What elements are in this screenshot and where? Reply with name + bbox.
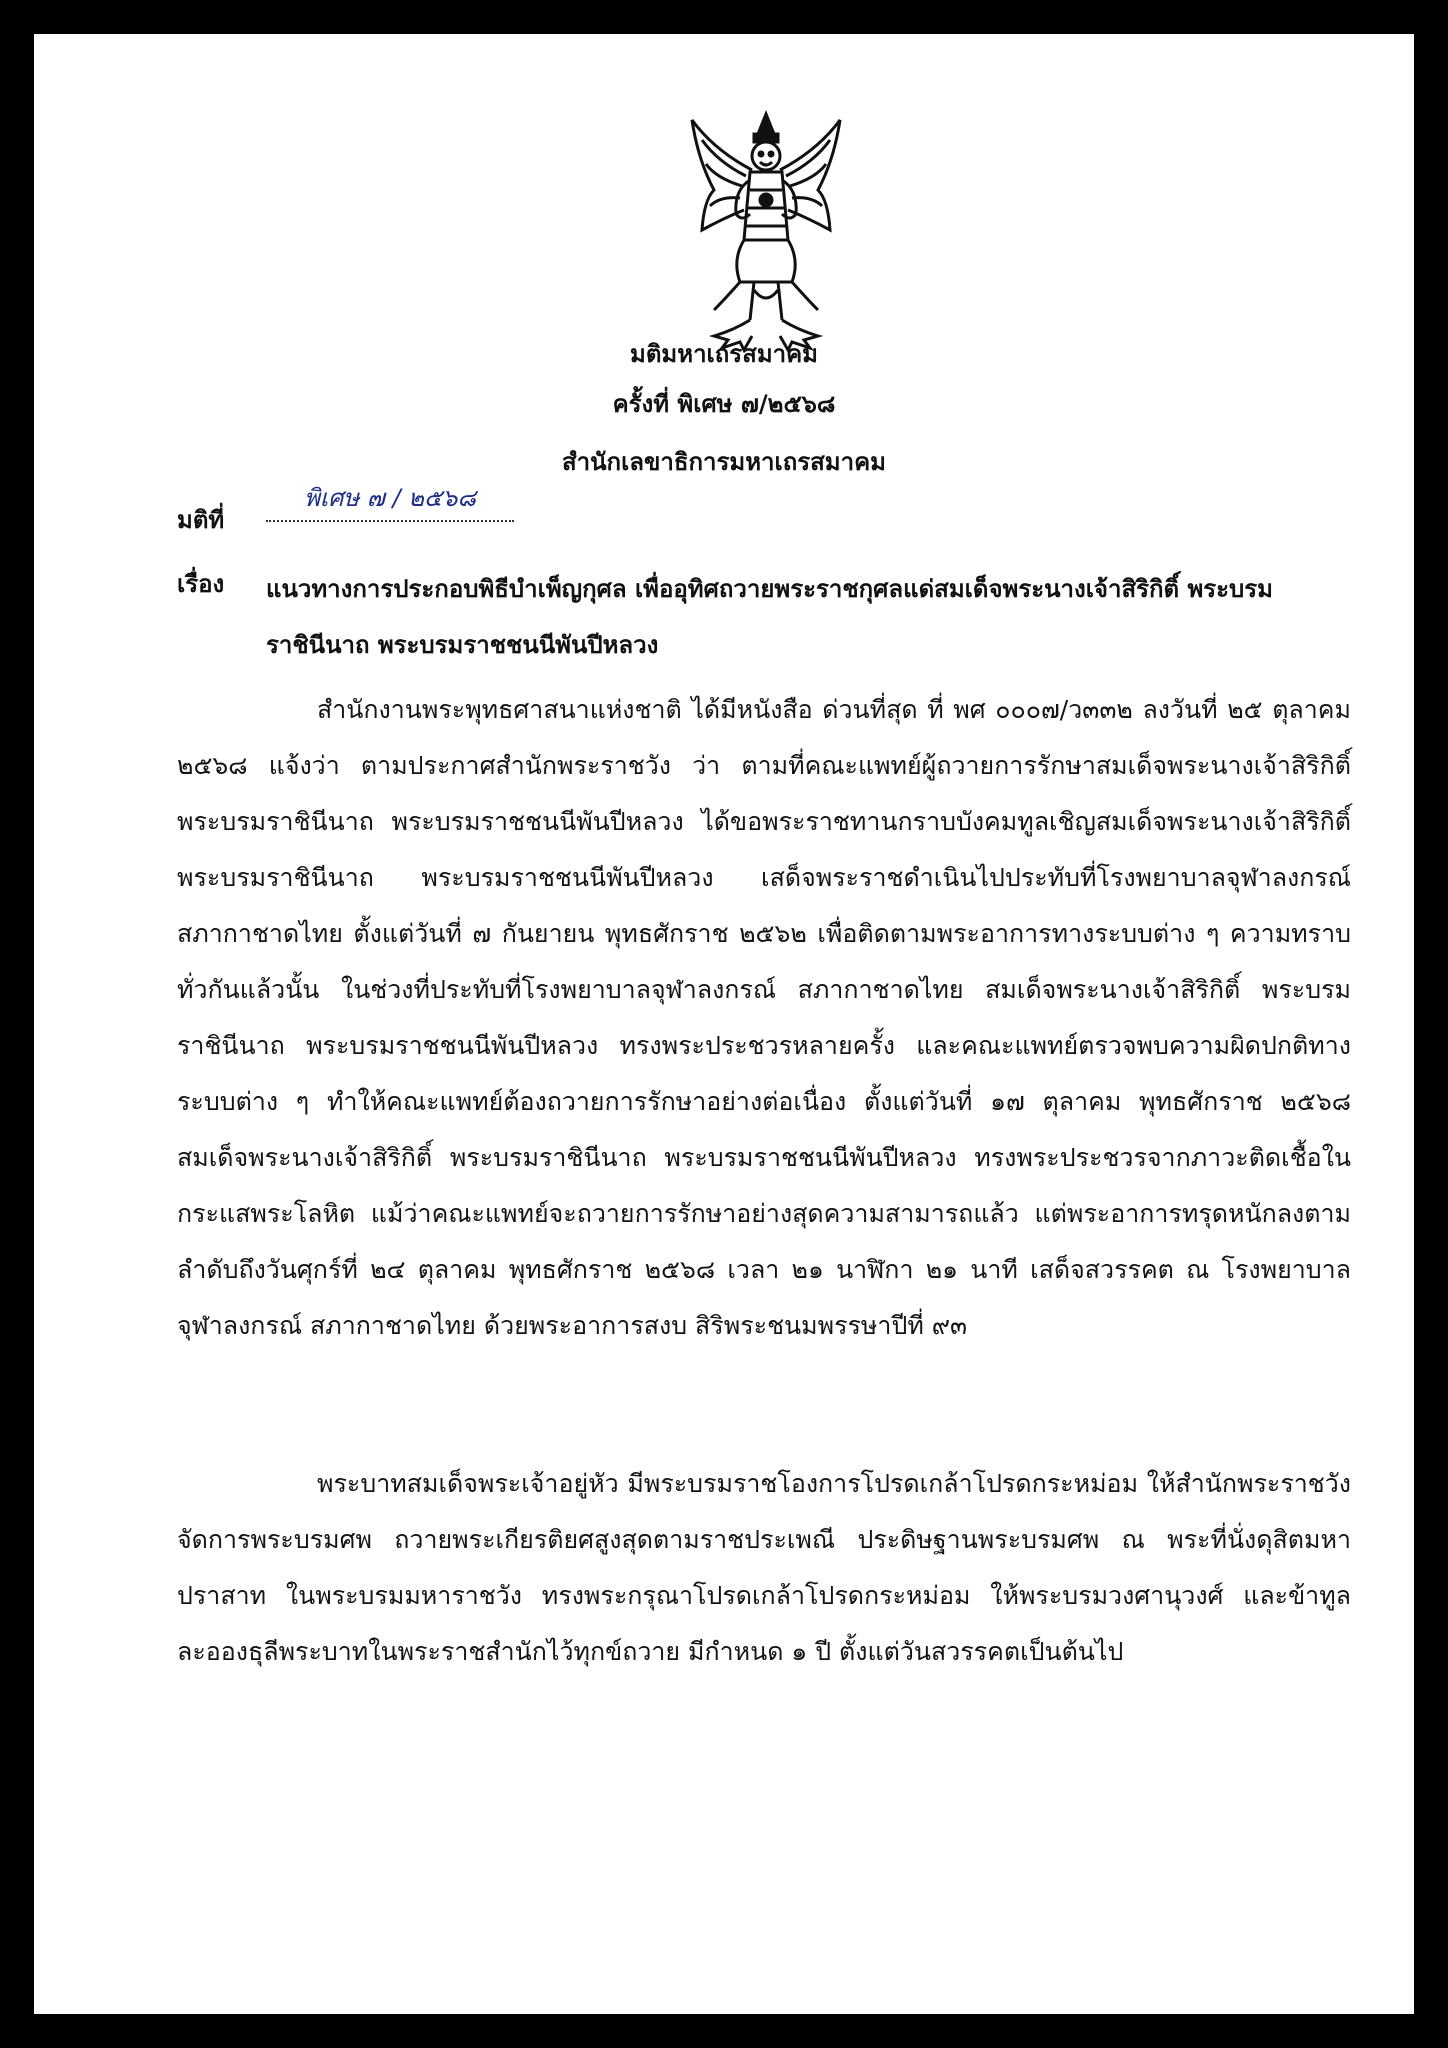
resolution-label: มติที่ <box>177 506 225 534</box>
document-page <box>34 34 1414 2014</box>
subject-text: แนวทางการประกอบพิธีบำเพ็ญกุศล เพื่ออุทิศถวายพระราชกุศลแด่สมเด็จพระนางเจ้าสิริกิติ์ พระบรมราชินีนาถ พระบรมราชชนนีพันปีหลวง <box>266 575 1274 659</box>
resolution-number: พิเศษ ๗ / ๒๕๖๘ <box>266 480 514 522</box>
document-title: มติมหาเถรสมาคม <box>630 340 818 368</box>
issuing-office: สำนักเลขาธิการมหาเถรสมาคม <box>562 448 886 476</box>
garuda-emblem-icon <box>684 110 848 354</box>
session-number: ครั้งที่ พิเศษ ๗/๒๕๖๘ <box>612 390 836 418</box>
subject-label: เรื่อง <box>177 570 225 598</box>
body-paragraph-2: พระบาทสมเด็จพระเจ้าอยู่หัว มีพระบรมราชโองการโปรดเกล้าโปรดกระหม่อม ให้สำนักพระราชวัง จัดการพระบรมศพ ถวายพระเกียรติยศสูงสุดตามราชประเพณี ประดิษฐานพระบรมศพ ณ พระที่นั่งดุสิตมหาปราสาท ในพระบรมมหาราชวัง ทรงพระกรุณาโปรดเกล้าโปรดกระหม่อม ให้พระบรมวงศานุวงศ์ และข้าทูลละอองธุลีพระบาทในพระราชสำนักไว้ทุกข์ถวาย มีกำหนด ๑ ปี ตั้งแต่วันสวรรคตเป็นต้นไป <box>177 1469 1351 1666</box>
body-paragraph-1: สำนักงานพระพุทธศาสนาแห่งชาติ ได้มีหนังสือ ด่วนที่สุด ที่ พศ ๐๐๐๗/ว๓๓๒ ลงวันที่ ๒๕ ตุลาคม ๒๕๖๘ แจ้งว่า ตามประกาศสำนักพระราชวัง ว่า ตามที่คณะแพทย์ผู้ถวายการรักษาสมเด็จพระนางเจ้าสิริกิติ์ พระบรมราชินีนาถ พระบรมราชชนนีพันปีหลวง ได้ขอพระราชทานกราบบังคมทูลเชิญสมเด็จพระนางเจ้าสิริกิติ์ พระบรมราชินีนาถ พระบรมราชชนนีพันปีหลวง เสด็จพระราชดำเนินไปประทับที่โรงพยาบาลจุฬาลงกรณ์ สภากาชาดไทย ตั้งแต่วันที่ ๗ กันยายน พุทธศักราช ๒๕๖๒ เพื่อติดตามพระอาการทางระบบต่าง ๆ ความทราบทั่วกันแล้วนั้น ในช่วงที่ประทับที่โรงพยาบาลจุฬาลงกรณ์ สภากาชาดไทย สมเด็จพระนางเจ้าสิริกิติ์ พระบรมราชินีนาถ พระบรมราชชนนีพันปีหลวง ทรงพระประชวรหลายครั้ง และคณะแพทย์ตรวจพบความผิดปกติทางระบบต่าง ๆ ทำให้คณะแพทย์ต้องถวายการรักษาอย่างต่อเนื่อง ตั้งแต่วันที่ ๑๗ ตุลาคม พุทธศักราช ๒๕๖๘ สมเด็จพระนางเจ้าสิริกิติ์ พระบรมราชินีนาถ พระบรมราชชนนีพันปีหลวง ทรงพระประชวรจากภาวะติดเชื้อในกระแสพระโลหิต แม้ว่าคณะแพทย์จะถวายการรักษาอย่างสุดความสามารถแล้ว แต่พระอาการทรุดหนักลงตามลำดับถึงวันศุกร์ที่ ๒๔ ตุลาคม พุทธศักราช ๒๕๖๘ เวลา ๒๑ นาฬิกา ๒๑ นาที เสด็จสวรรคต ณ โรงพยาบาลจุฬาลงกรณ์ สภากาชาดไทย ด้วยพระอาการสงบ สิริพระชนมพรรษาปีที่ ๙๓ <box>177 695 1351 1340</box>
